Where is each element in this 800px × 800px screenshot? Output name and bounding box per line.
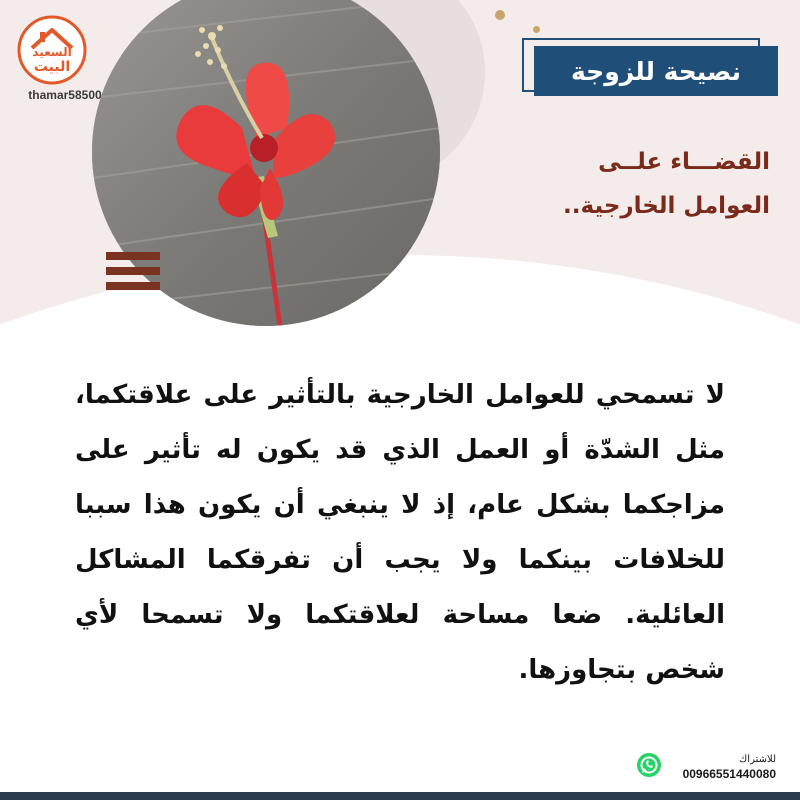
banner-title: نصيحة للزوجة [534,46,778,96]
svg-text:السعيد: السعيد [32,45,72,59]
svg-text:البيت: البيت [33,59,71,75]
subtitle-line-1: القضـــاء علــى [598,149,770,175]
advice-body-text: لا تسمحي للعوامل الخارجية بالتأثير على علاقتكما، مثل الشدّة أو العمل الذي قد يكون له تأثير على مزاجكما بشكل عام، إذ لا ينبغي أن يكون هذا سببا للخلافات بينكما ولا يجب أن تفرقكما المشاكل العائلية. ضعا مساحة لعلاقتكما ولا تسمحا لأي شخص بتجاوزها. [75,380,725,685]
subscribe-label: للاشتراك [739,754,776,765]
subtitle-line-2: العوامل الخارجية.. [563,193,770,219]
contact-info [666,754,776,782]
subtitle [470,140,770,228]
decorative-dot [495,10,505,20]
whatsapp-icon[interactable] [636,752,662,778]
decorative-dot [533,26,540,33]
brand-logo [16,14,88,86]
footer-bar [0,792,800,800]
brand-handle: thamar58500 [28,88,102,102]
phone-number[interactable]: 00966551440080 [682,767,776,781]
menu-lines-icon [106,252,160,306]
